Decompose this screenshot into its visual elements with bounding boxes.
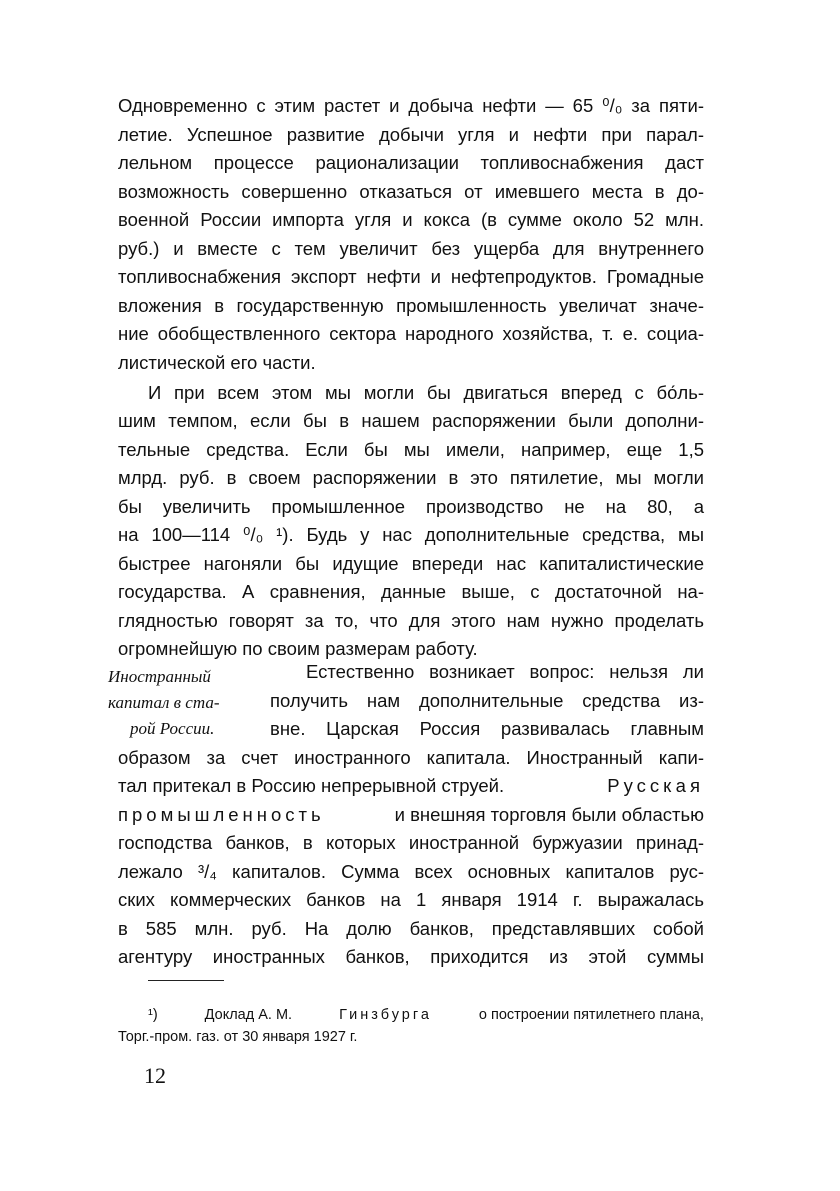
- text-line: в 585 млн. руб. На долю банков, представлявших собой: [118, 918, 704, 939]
- text-line: ских коммерческих банков на 1 января 1914 г. выражалась: [118, 889, 704, 910]
- text-line: на 100—114 ⁰/₀ ¹). Будь у нас дополнительные средства, мы: [118, 524, 704, 545]
- spaced-text: Гинзбурга: [339, 1007, 432, 1023]
- text-fragment: тал притекал в Россию непрерывной струей.: [118, 775, 505, 796]
- spaced-text: промышленность: [118, 804, 325, 825]
- text-line: глядностью говорят за то, что для этого нам нужно проделать: [118, 610, 704, 631]
- text-line: руб.) и вместе с тем увеличит без ущерба для внутреннего: [118, 238, 704, 259]
- text-line: шим темпом, если бы в нашем распоряжении были дополни-: [118, 410, 704, 431]
- text-line: военной России импорта угля и кокса (в сумме около 52 млн.: [118, 209, 704, 230]
- footnote-rule: [148, 980, 224, 981]
- footnote-text: Доклад А. М.: [204, 1007, 293, 1023]
- text-line: листической его части.: [118, 352, 316, 373]
- text-line: топливоснабжения экспорт нефти и нефтепродуктов. Громадные: [118, 266, 704, 287]
- text-line: Естественно возникает вопрос: нельзя ли: [306, 661, 704, 682]
- text-line: [118, 802, 704, 828]
- text-line: агентуру иностранных банков, приходится из этой суммы: [118, 946, 704, 967]
- text-fragment: и внешняя торговля были областью: [394, 804, 704, 825]
- text-line: лельном процессе рационализации топливоснабжения даст: [118, 152, 704, 173]
- margin-note-line: рой России.: [130, 719, 215, 738]
- text-line: получить нам дополнительные средства из-: [270, 690, 704, 711]
- footnote-marker: ¹): [148, 1007, 158, 1023]
- text-line: вне. Царская Россия развивалась главным: [270, 718, 704, 739]
- spaced-text: Русская: [607, 775, 704, 796]
- text-line: господства банков, в которых иностранной буржуазии принад-: [118, 832, 704, 853]
- text-line: тельные средства. Если бы мы имели, например, еще 1,5: [118, 439, 704, 460]
- text-line: возможность совершенно отказаться от имевшего места в до-: [118, 181, 704, 202]
- text-line: образом за счет иностранного капитала. Иностранный капи-: [118, 747, 704, 768]
- text-line: быстрее нагоняли бы идущие впереди нас капиталистические: [118, 553, 704, 574]
- text-line: государства. А сравнения, данные выше, с достаточной на-: [118, 581, 704, 602]
- text-line: вложения в государственную промышленность увеличат значе-: [118, 295, 704, 316]
- text-line: млрд. руб. в своем распоряжении в это пятилетие, мы могли: [118, 467, 704, 488]
- text-line: И при всем этом мы могли бы двигаться вперед с бо́ль-: [148, 382, 704, 403]
- text-line: [118, 773, 704, 799]
- text-line: бы увеличить промышленное производство не на 80, а: [118, 496, 704, 517]
- footnote-line: [148, 1003, 704, 1027]
- margin-note-line: капитал в ста-: [108, 693, 220, 712]
- text-line: Одновременно с этим растет и добыча нефти — 65 ⁰/₀ за пяти-: [118, 95, 704, 116]
- text-line: летие. Успешное развитие добычи угля и нефти при парал-: [118, 124, 704, 145]
- text-line: ние обобществленного сектора народного хозяйства, т. е. социа-: [118, 323, 704, 344]
- text-line: лежало ³/₄ капиталов. Сумма всех основных капиталов рус-: [118, 861, 704, 882]
- margin-note-line: Иностранный: [108, 667, 211, 686]
- page-number: 12: [144, 1063, 166, 1088]
- text-line: огромнейшую по своим размерам работу.: [118, 638, 478, 659]
- footnote-text: о построении пятилетнего плана,: [478, 1007, 704, 1023]
- footnote-line: Торг.-пром. газ. от 30 января 1927 г.: [118, 1029, 358, 1045]
